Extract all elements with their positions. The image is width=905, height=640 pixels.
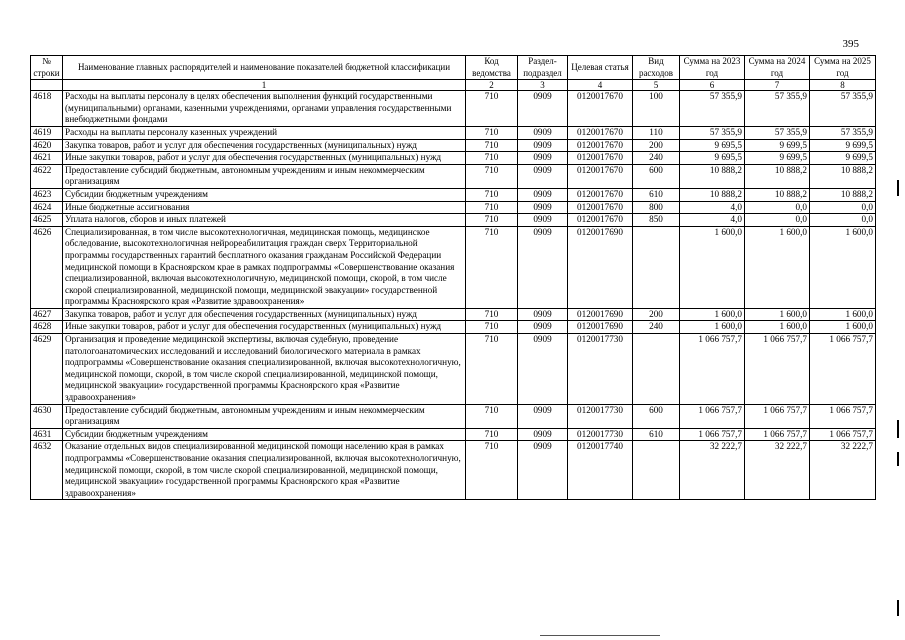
row-sum-2025: 57 355,9 (810, 126, 876, 139)
row-target: 0120017670 (568, 152, 633, 165)
row-sum-2024: 0,0 (745, 201, 810, 214)
row-sum-2024: 0,0 (745, 214, 810, 227)
row-section: 0909 (518, 214, 568, 227)
row-name: Расходы на выплаты персоналу в целях обеспечения выполнения функций государственными (муниципальными) органами, казенными учреждениями, органами управления государственными внебюджетными фондами (63, 91, 466, 127)
row-sum-2023: 1 066 757,7 (680, 334, 745, 405)
table-row (31, 334, 876, 405)
row-sum-2024: 57 355,9 (745, 126, 810, 139)
row-sum-2023: 10 888,2 (680, 164, 745, 188)
row-sum-2025: 57 355,9 (810, 91, 876, 127)
row-dept-code: 710 (466, 164, 518, 188)
row-exp-type: 110 (633, 126, 680, 139)
row-target: 0120017670 (568, 201, 633, 214)
row-sum-2024: 32 222,7 (745, 441, 810, 500)
row-section: 0909 (518, 139, 568, 152)
row-name: Уплата налогов, сборов и иных платежей (63, 214, 466, 227)
row-sum-2025: 32 222,7 (810, 441, 876, 500)
header-exp-type: Вид расходов (633, 56, 680, 80)
table-body (31, 91, 876, 500)
row-sum-2024: 1 600,0 (745, 308, 810, 321)
row-target: 0120017670 (568, 164, 633, 188)
row-sum-2025: 10 888,2 (810, 188, 876, 201)
header-dept-code: Код ведомства (466, 56, 518, 80)
row-sum-2025: 0,0 (810, 214, 876, 227)
row-exp-type: 800 (633, 201, 680, 214)
row-target: 0120017730 (568, 334, 633, 405)
row-number: 4629 (31, 334, 63, 405)
row-sum-2025: 9 699,5 (810, 139, 876, 152)
row-name: Специализированная, в том числе высокотехнологичная, медицинская помощь, медицинское обследование, высокотехнологичная нейрореабилитация граждан сверх Территориальной программы государственных гарантий бесплатного оказания гражданам Российской Федерации медицинской помощи в Красноярском крае в рамках подпрограммы «Совершенствование оказания специализированной, включая высокотехнологичную, медицинской помощи, скорой, в том числе скорой специализированной, медицинской помощи, медицинской эвакуации» государственной программы Красноярского края «Развитие здравоохранения» (63, 226, 466, 308)
row-dept-code: 710 (466, 126, 518, 139)
row-sum-2025: 1 600,0 (810, 308, 876, 321)
row-exp-type: 100 (633, 91, 680, 127)
row-section: 0909 (518, 201, 568, 214)
column-number-row (31, 80, 876, 91)
table-row (31, 321, 876, 334)
row-sum-2023: 32 222,7 (680, 441, 745, 500)
table-row (31, 126, 876, 139)
row-dept-code: 710 (466, 91, 518, 127)
header-sum-2025: Сумма на 2025 год (810, 56, 876, 80)
table-row (31, 188, 876, 201)
row-exp-type: 240 (633, 152, 680, 165)
row-dept-code: 710 (466, 428, 518, 441)
row-sum-2023: 9 695,5 (680, 139, 745, 152)
column-number: 6 (680, 80, 745, 91)
row-target: 0120017670 (568, 139, 633, 152)
row-sum-2023: 9 695,5 (680, 152, 745, 165)
row-name: Иные закупки товаров, работ и услуг для обеспечения государственных (муниципальных) нужд (63, 321, 466, 334)
column-number: 4 (568, 80, 633, 91)
row-sum-2023: 1 600,0 (680, 321, 745, 334)
row-sum-2024: 10 888,2 (745, 164, 810, 188)
table-row (31, 404, 876, 428)
row-number: 4618 (31, 91, 63, 127)
row-dept-code: 710 (466, 404, 518, 428)
row-section: 0909 (518, 226, 568, 308)
row-section: 0909 (518, 404, 568, 428)
row-sum-2024: 9 699,5 (745, 152, 810, 165)
column-number: 1 (63, 80, 466, 91)
row-target: 0120017690 (568, 308, 633, 321)
row-section: 0909 (518, 321, 568, 334)
row-section: 0909 (518, 188, 568, 201)
row-sum-2023: 10 888,2 (680, 188, 745, 201)
row-target: 0120017730 (568, 404, 633, 428)
header-name: Наименование главных распорядителей и наименование показателей бюджетной классификации (63, 56, 466, 80)
row-exp-type: 600 (633, 164, 680, 188)
table-row (31, 428, 876, 441)
row-number: 4625 (31, 214, 63, 227)
header-sum-2023: Сумма на 2023 год (680, 56, 745, 80)
table-row (31, 139, 876, 152)
row-name: Предоставление субсидий бюджетным, автономным учреждениям и иным некоммерческим организациям (63, 164, 466, 188)
row-exp-type: 200 (633, 139, 680, 152)
row-exp-type (633, 334, 680, 405)
row-name: Иные бюджетные ассигнования (63, 201, 466, 214)
row-number: 4627 (31, 308, 63, 321)
table-header-row (31, 56, 876, 80)
row-number: 4630 (31, 404, 63, 428)
row-section: 0909 (518, 126, 568, 139)
row-dept-code: 710 (466, 226, 518, 308)
table-row (31, 91, 876, 127)
row-sum-2025: 1 600,0 (810, 321, 876, 334)
footer-rule (540, 635, 660, 636)
row-dept-code: 710 (466, 334, 518, 405)
row-target: 0120017670 (568, 214, 633, 227)
budget-table (30, 55, 876, 500)
row-name: Организация и проведение медицинской экспертизы, включая судебную, проведение патологоанатомических исследований и исследований биологического материала в рамках подпрограммы «Совершенствование оказания специализированной, включая высокотехнологичную, медицинской помощи, скорой, в том числе скорой специализированной, медицинской помощи, медицинской эвакуации» государственной программы Красноярского края «Развитие здравоохранения» (63, 334, 466, 405)
table-row (31, 152, 876, 165)
row-dept-code: 710 (466, 214, 518, 227)
row-number: 4622 (31, 164, 63, 188)
table-row (31, 164, 876, 188)
column-number: 7 (745, 80, 810, 91)
row-name: Предоставление субсидий бюджетным, автономным учреждениям и иным некоммерческим организациям (63, 404, 466, 428)
row-sum-2023: 57 355,9 (680, 126, 745, 139)
row-sum-2024: 1 066 757,7 (745, 334, 810, 405)
column-number (31, 80, 63, 91)
row-section: 0909 (518, 91, 568, 127)
row-target: 0120017730 (568, 428, 633, 441)
row-name: Закупка товаров, работ и услуг для обеспечения государственных (муниципальных) нужд (63, 139, 466, 152)
row-exp-type (633, 441, 680, 500)
row-sum-2023: 1 066 757,7 (680, 428, 745, 441)
row-sum-2023: 1 066 757,7 (680, 404, 745, 428)
row-dept-code: 710 (466, 441, 518, 500)
row-dept-code: 710 (466, 139, 518, 152)
row-section: 0909 (518, 441, 568, 500)
row-sum-2023: 1 600,0 (680, 308, 745, 321)
row-sum-2025: 1 066 757,7 (810, 334, 876, 405)
row-number: 4621 (31, 152, 63, 165)
row-target: 0120017670 (568, 91, 633, 127)
row-sum-2024: 57 355,9 (745, 91, 810, 127)
row-section: 0909 (518, 308, 568, 321)
row-target: 0120017690 (568, 321, 633, 334)
row-section: 0909 (518, 334, 568, 405)
row-exp-type: 200 (633, 308, 680, 321)
row-name: Оказание отдельных видов специализированной медицинской помощи населению края в рамках подпрограммы «Совершенствование оказания специализированной, включая высокотехнологичную, медицинской помощи, скорой, в том числе скорой специализированной, медицинской помощи, медицинской эвакуации» государственной программы Красноярского края «Развитие здравоохранения» (63, 441, 466, 500)
row-sum-2024: 9 699,5 (745, 139, 810, 152)
row-exp-type: 610 (633, 188, 680, 201)
row-number: 4628 (31, 321, 63, 334)
row-sum-2023: 4,0 (680, 201, 745, 214)
header-section: Раздел-подраздел (518, 56, 568, 80)
row-sum-2024: 10 888,2 (745, 188, 810, 201)
row-number: 4619 (31, 126, 63, 139)
header-target: Целевая статья (568, 56, 633, 80)
row-name: Субсидии бюджетным учреждениям (63, 188, 466, 201)
row-name: Расходы на выплаты персоналу казенных учреждений (63, 126, 466, 139)
row-exp-type: 600 (633, 404, 680, 428)
row-sum-2023: 57 355,9 (680, 91, 745, 127)
row-number: 4632 (31, 441, 63, 500)
column-number: 8 (810, 80, 876, 91)
row-dept-code: 710 (466, 188, 518, 201)
row-section: 0909 (518, 152, 568, 165)
row-sum-2025: 10 888,2 (810, 164, 876, 188)
row-number: 4626 (31, 226, 63, 308)
row-target: 0120017670 (568, 126, 633, 139)
row-dept-code: 710 (466, 308, 518, 321)
row-exp-type: 240 (633, 321, 680, 334)
table-row (31, 441, 876, 500)
row-number: 4620 (31, 139, 63, 152)
row-exp-type: 610 (633, 428, 680, 441)
row-name: Закупка товаров, работ и услуг для обеспечения государственных (муниципальных) нужд (63, 308, 466, 321)
row-number: 4631 (31, 428, 63, 441)
row-dept-code: 710 (466, 201, 518, 214)
row-sum-2025: 9 699,5 (810, 152, 876, 165)
column-number: 3 (518, 80, 568, 91)
row-number: 4623 (31, 188, 63, 201)
table-row (31, 308, 876, 321)
page-number: 395 (842, 38, 859, 50)
row-number: 4624 (31, 201, 63, 214)
row-sum-2023: 1 600,0 (680, 226, 745, 308)
margin-mark (897, 452, 899, 466)
row-sum-2024: 1 600,0 (745, 226, 810, 308)
row-sum-2025: 1 600,0 (810, 226, 876, 308)
column-number: 5 (633, 80, 680, 91)
row-sum-2025: 1 066 757,7 (810, 404, 876, 428)
row-section: 0909 (518, 428, 568, 441)
row-dept-code: 710 (466, 152, 518, 165)
margin-mark (897, 600, 899, 616)
table-row (31, 226, 876, 308)
header-row-no: № строки (31, 56, 63, 80)
margin-mark (897, 180, 899, 196)
row-target: 0120017740 (568, 441, 633, 500)
row-section: 0909 (518, 164, 568, 188)
table-row (31, 214, 876, 227)
row-target: 0120017690 (568, 226, 633, 308)
row-sum-2023: 4,0 (680, 214, 745, 227)
row-sum-2025: 1 066 757,7 (810, 428, 876, 441)
row-target: 0120017670 (568, 188, 633, 201)
row-exp-type: 850 (633, 214, 680, 227)
row-sum-2024: 1 066 757,7 (745, 428, 810, 441)
header-sum-2024: Сумма на 2024 год (745, 56, 810, 80)
row-sum-2024: 1 066 757,7 (745, 404, 810, 428)
row-name: Иные закупки товаров, работ и услуг для обеспечения государственных (муниципальных) нужд (63, 152, 466, 165)
row-sum-2025: 0,0 (810, 201, 876, 214)
row-dept-code: 710 (466, 321, 518, 334)
row-exp-type (633, 226, 680, 308)
margin-mark (897, 420, 899, 438)
table-row (31, 201, 876, 214)
row-name: Субсидии бюджетным учреждениям (63, 428, 466, 441)
column-number: 2 (466, 80, 518, 91)
row-sum-2024: 1 600,0 (745, 321, 810, 334)
